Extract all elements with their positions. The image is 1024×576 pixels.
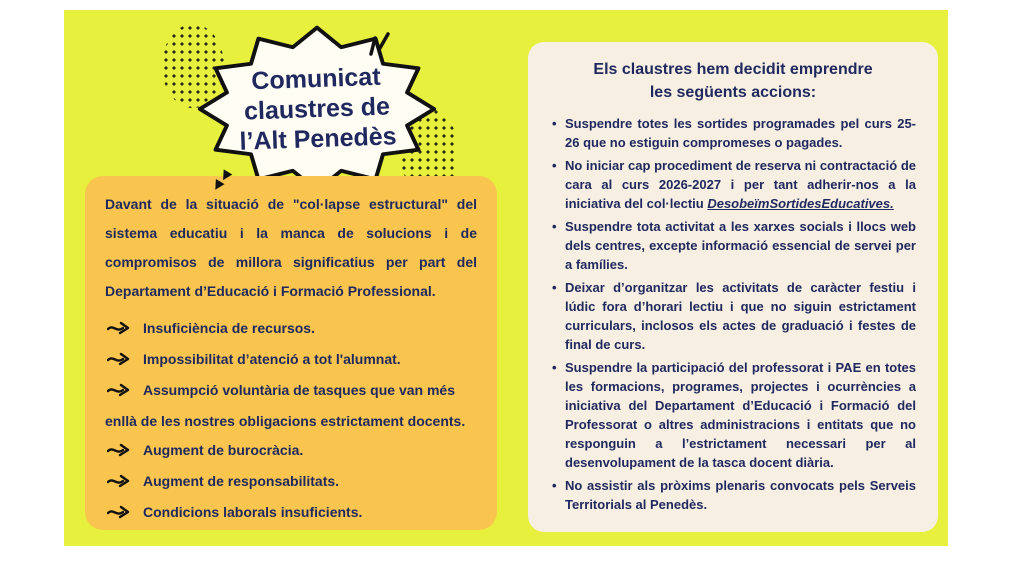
list-item-text: Condicions laborals insuficients. [143,504,363,520]
list-item-text: Augment de burocràcia. [143,442,304,458]
action-item [550,358,916,472]
action-item-text: No iniciar cap procediment de reserva ni contractació de cara al curs 2026-2027 i per tant adherir-nos a la iniciativa del col·lectiu [565,158,916,211]
double-chevron-spark-icon [204,168,236,196]
list-item [105,436,477,467]
action-item-text: Deixar d’organitzar les activitats de caràcter festiu i lúdic fora d’horari lectiu i que no siguin estrictament curriculars, inclosos els actes de graduació i festes de final de curs. [565,280,916,352]
list-item-text: Impossibilitat d’atenció a tot l'alumnat. [143,351,401,367]
list-item [105,345,477,376]
exclamation-spark-icon [364,26,392,58]
action-item [550,114,916,152]
actions-heading-line-2: les següents accions: [649,84,817,101]
list-item [105,467,477,498]
left-panel [85,176,497,530]
title-line-1: Comunicat [250,62,381,96]
poster-background [64,10,948,546]
list-item-text: Augment de responsabilitats. [143,473,340,489]
title-line-2: claustres de [243,92,391,126]
action-item [550,476,916,514]
arrow-icon [107,500,133,529]
action-item-text: Suspendre tota activitat a les xarxes socials i llocs web dels centres, excepte informació essencial de servei per a famílies. [565,219,916,272]
actions-heading-line-1: Els claustres hem decidit emprendre [593,61,873,78]
arrow-icon [107,438,133,467]
actions-list [550,114,916,514]
list-item [105,314,477,345]
actions-heading [550,58,916,104]
list-item [105,498,477,529]
arrow-icon [107,347,133,376]
title-line-3: l’Alt Penedès [239,122,397,156]
action-item [550,156,916,213]
action-item-text: Suspendre la participació del professorat i PAE en totes les formacions, programes, projectes i ocurrències a iniciativa del Departament d’Educació i Formació del Professorat o altres administracions i entitats que no responguin a l’estrictament necessari per al desenvolupament de la tasca docent diària. [565,360,916,470]
arrow-icon [107,378,133,407]
intro-paragraph: Davant de la situació de "col·lapse estructural" del sistema educatiu i la manca de solucions i de compromisos de millora significatius per part del Departament d’Educació i Formació Professional. [105,196,477,299]
list-item [105,376,477,436]
action-item-text: Suspendre totes les sortides programades pel curs 25-26 que no estiguin compromeses o pagades. [565,116,916,150]
right-panel [528,42,938,532]
collective-name: DesobeïmSortidesEducatives. [707,196,894,211]
arrow-icon [107,316,133,345]
action-item [550,217,916,274]
action-item-text: No assistir als pròxims plenaris convocats pels Serveis Territorials al Penedès. [565,478,916,512]
arrow-icon [107,469,133,498]
list-item-text: Insuficiència de recursos. [143,320,315,336]
action-item [550,278,916,354]
list-item-text: Assumpció voluntària de tasques que van més enllà de les nostres obligacions estrictament docents. [105,382,466,429]
